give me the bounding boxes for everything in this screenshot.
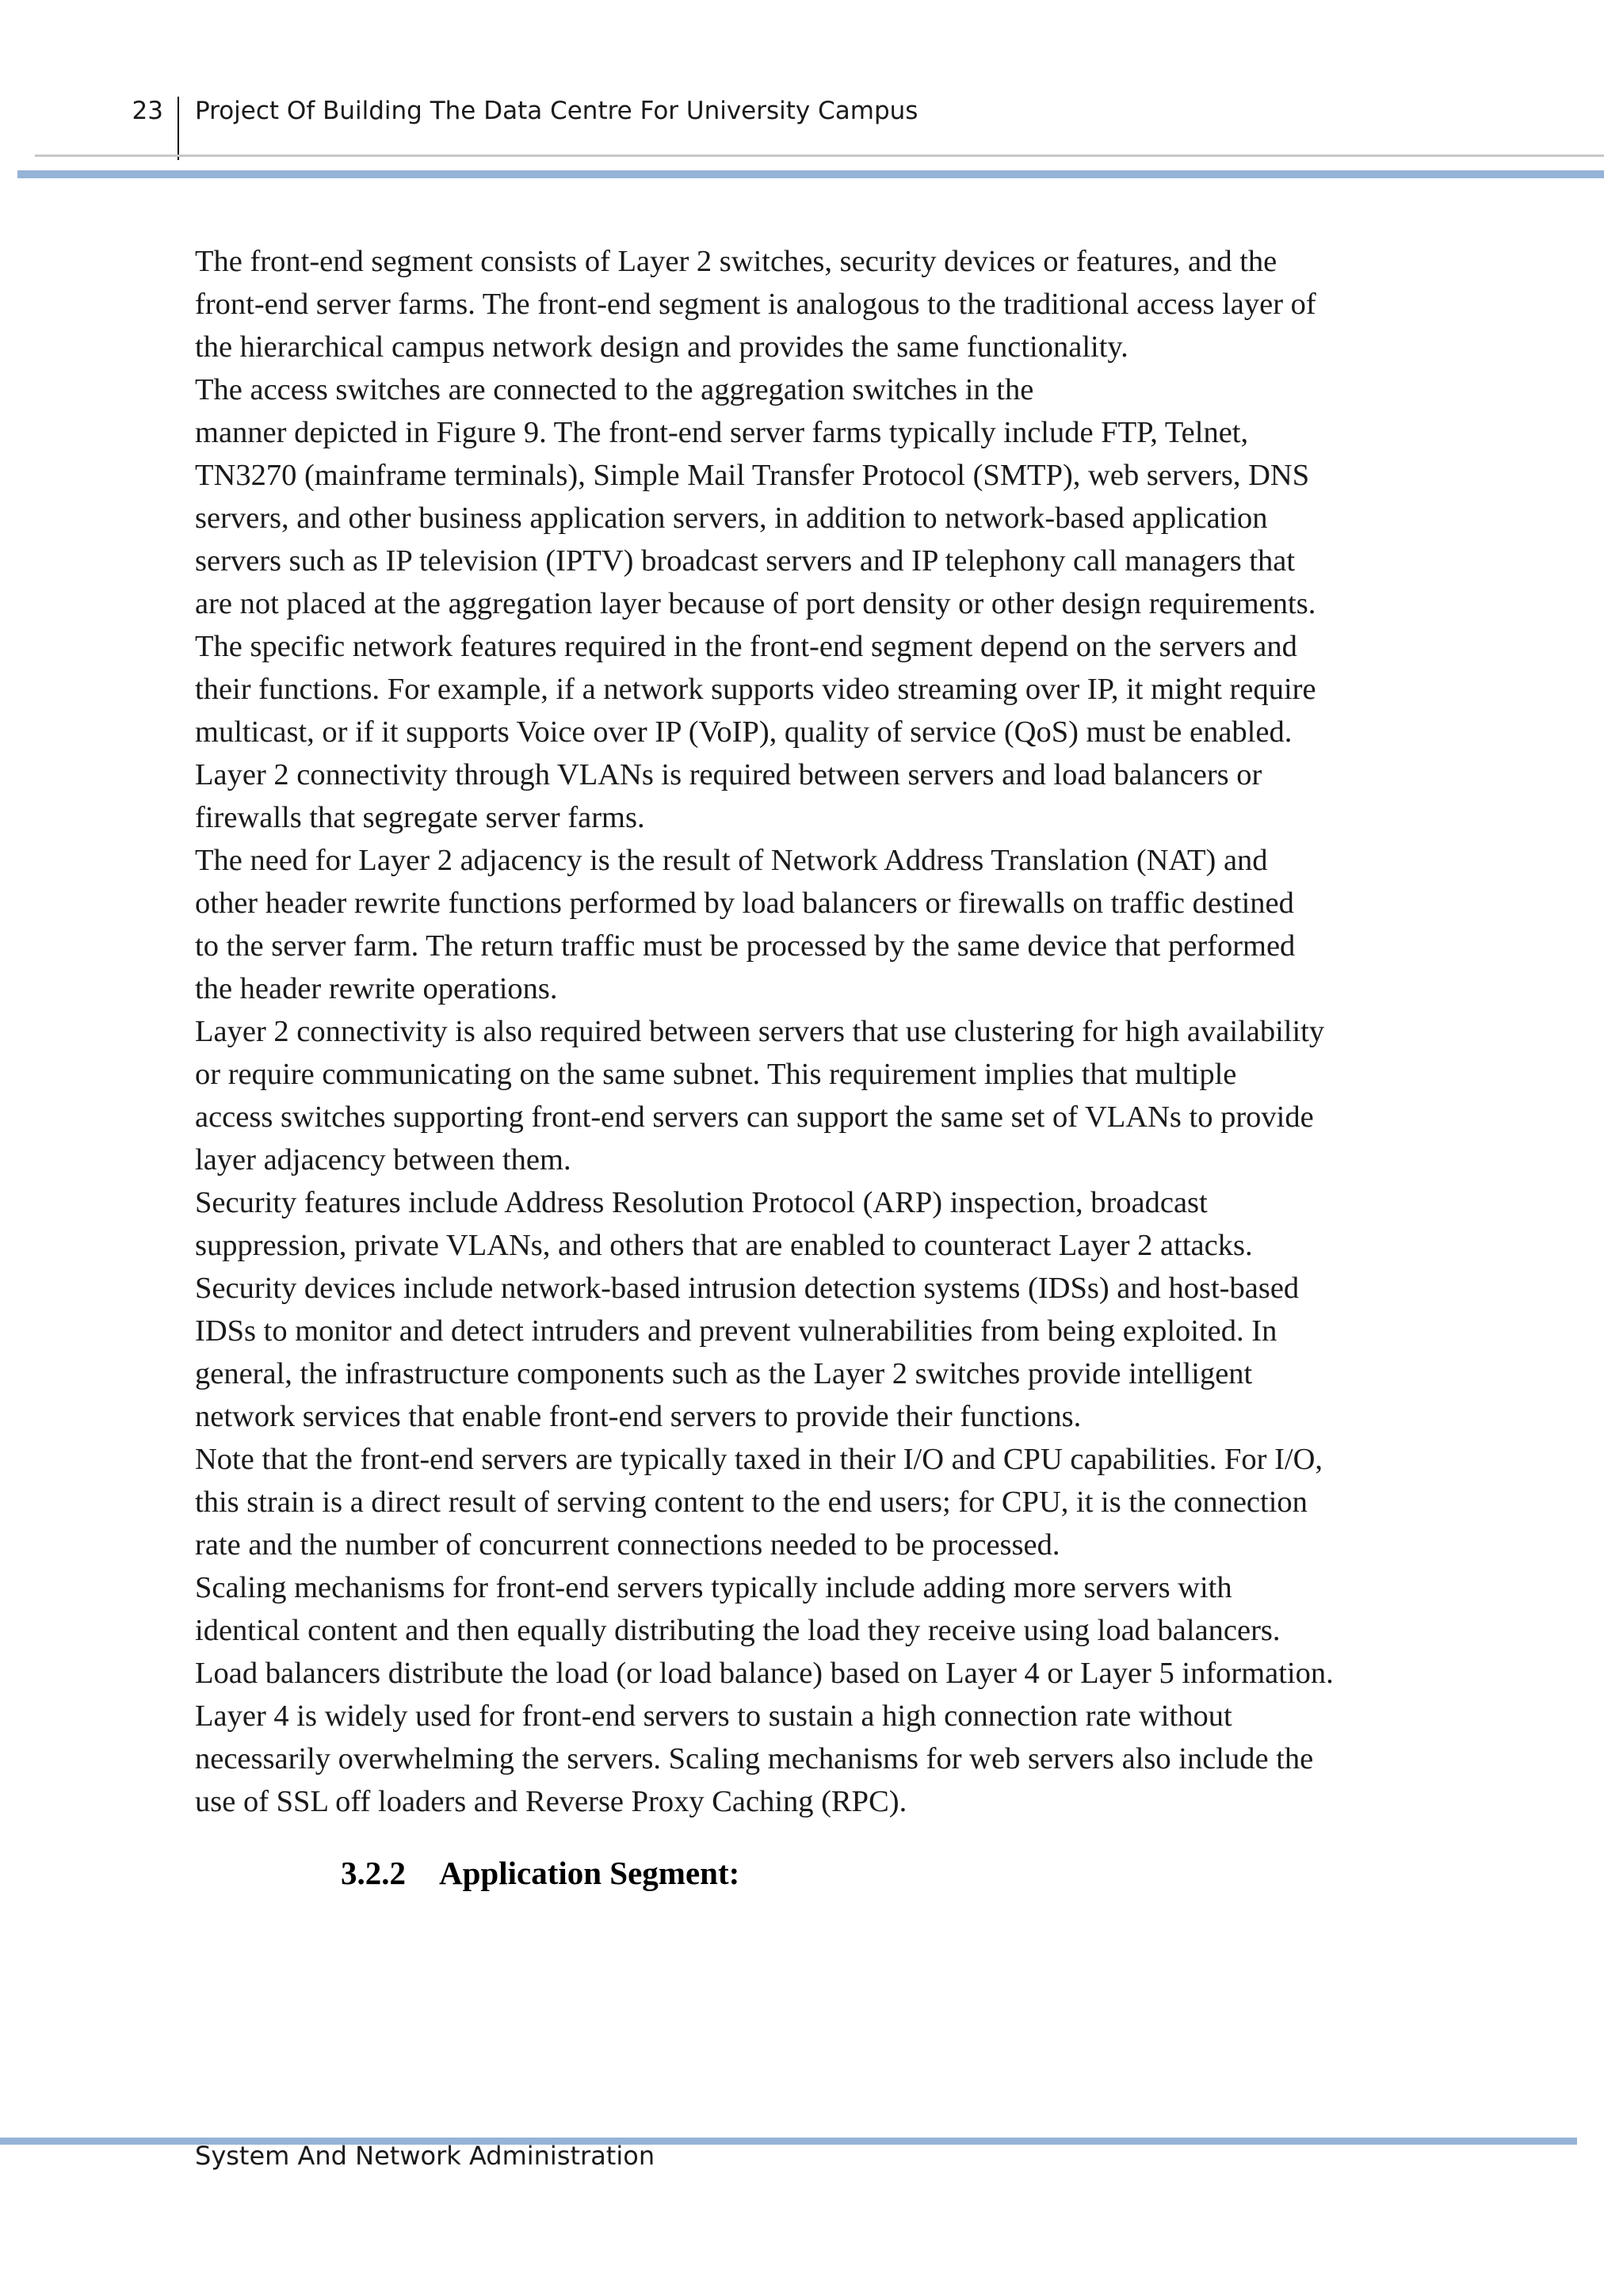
body-line: are not placed at the aggregation layer because of port density or other design requirements. (195, 587, 1316, 620)
body-line: The specific network features required in the front-end segment depend on the servers and (195, 630, 1297, 663)
body-line: Layer 2 connectivity through VLANs is required between servers and load balancers or (195, 758, 1262, 791)
body-line: use of SSL off loaders and Reverse Proxy Caching (RPC). (195, 1785, 907, 1818)
body-line: the hierarchical campus network design and provides the same functionality. (195, 330, 1128, 364)
document-title: Project Of Building The Data Centre For University Campus (195, 97, 918, 125)
header-divider (178, 97, 179, 160)
body-line: general, the infrastructure components such as the Layer 2 switches provide intelligent (195, 1357, 1253, 1390)
page-header (0, 0, 1623, 182)
body-line: access switches supporting front-end servers can support the same set of VLANs to provide (195, 1100, 1314, 1134)
body-line: manner depicted in Figure 9. The front-end server farms typically include FTP, Telnet, (195, 416, 1249, 449)
body-line: network services that enable front-end servers to provide their functions. (195, 1400, 1082, 1433)
section-heading (341, 1854, 739, 1892)
body-line: other header rewrite functions performed by load balancers or firewalls on traffic destined (195, 887, 1294, 920)
header-rule-thin (35, 154, 1604, 157)
body-line: identical content and then equally distributing the load they receive using load balancers. (195, 1614, 1281, 1647)
body-line: suppression, private VLANs, and others that are enabled to counteract Layer 2 attacks. (195, 1229, 1253, 1262)
body-line: firewalls that segregate server farms. (195, 801, 645, 834)
body-line: The access switches are connected to the aggregation switches in the (195, 373, 1034, 406)
body-line: Load balancers distribute the load (or load balance) based on Layer 4 or Layer 5 information. (195, 1657, 1334, 1690)
body-line: necessarily overwhelming the servers. Scaling mechanisms for web servers also include the (195, 1742, 1314, 1775)
section-number: 3.2.2 (341, 1855, 406, 1891)
body-line: servers such as IP television (IPTV) broadcast servers and IP telephony call managers that (195, 544, 1296, 578)
body-line: The front-end segment consists of Layer 2 switches, security devices or features, and the (195, 245, 1277, 278)
body-line: Security features include Address Resolution Protocol (ARP) inspection, broadcast (195, 1186, 1208, 1219)
body-line: the header rewrite operations. (195, 972, 558, 1005)
body-line: Layer 2 connectivity is also required between servers that use clustering for high availability (195, 1015, 1325, 1048)
body-line: Security devices include network-based intrusion detection systems (IDSs) and host-based (195, 1272, 1300, 1305)
body-line: IDSs to monitor and detect intruders and prevent vulnerabilities from being exploited. In (195, 1314, 1277, 1348)
body-line: Note that the front-end servers are typically taxed in their I/O and CPU capabilities. For I/O, (195, 1443, 1323, 1476)
body-line: servers, and other business application servers, in addition to network-based application (195, 502, 1268, 535)
body-line: their functions. For example, if a network supports video streaming over IP, it might require (195, 673, 1316, 706)
section-title: Application Segment: (439, 1855, 740, 1891)
body-line: to the server farm. The return traffic must be processed by the same device that performed (195, 929, 1296, 963)
page-footer: System And Network Administration (195, 2141, 655, 2171)
body-line: Scaling mechanisms for front-end servers typically include adding more servers with (195, 1571, 1232, 1604)
body-line: rate and the number of concurrent connections needed to be processed. (195, 1528, 1060, 1562)
body-line: The need for Layer 2 adjacency is the result of Network Address Translation (NAT) and (195, 844, 1268, 877)
body-line: multicast, or if it supports Voice over IP (VoIP), quality of service (QoS) must be enabled. (195, 715, 1293, 749)
body-text (195, 240, 1431, 1823)
header-rule-accent (17, 170, 1604, 178)
body-line: TN3270 (mainframe terminals), Simple Mail Transfer Protocol (SMTP), web servers, DNS (195, 459, 1310, 492)
body-line: layer adjacency between them. (195, 1143, 571, 1177)
body-line: or require communicating on the same subnet. This requirement implies that multiple (195, 1058, 1237, 1091)
body-line: front-end server farms. The front-end segment is analogous to the traditional access layer of (195, 288, 1316, 321)
body-line: this strain is a direct result of serving content to the end users; for CPU, it is the connection (195, 1486, 1308, 1519)
page-number: 23 (132, 97, 163, 125)
body-line: Layer 4 is widely used for front-end servers to sustain a high connection rate without (195, 1699, 1232, 1733)
